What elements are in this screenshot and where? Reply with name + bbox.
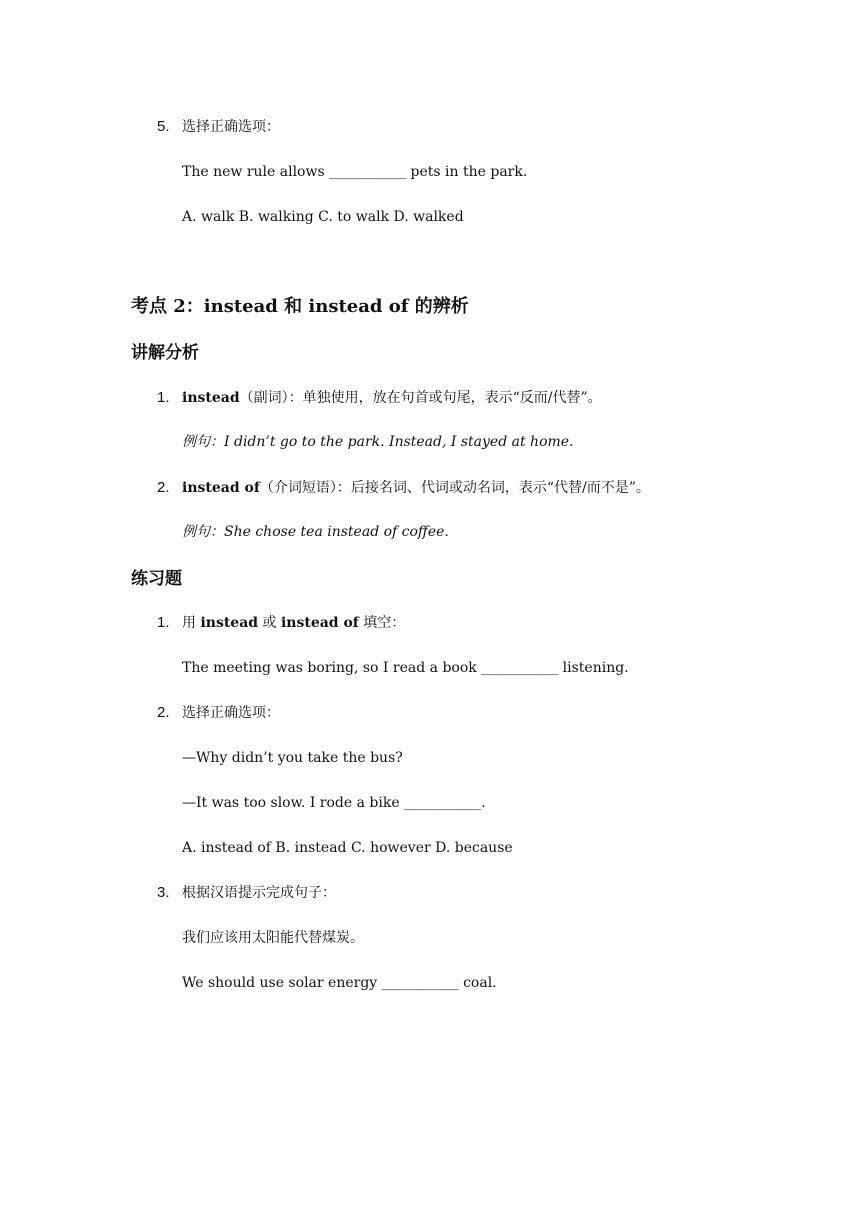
practice-q3-prompt: 根据汉语提示完成句子：	[182, 885, 336, 901]
analysis-item-2	[182, 478, 650, 498]
analysis-item-2-example: 例句：She chose tea instead of coffee.	[182, 524, 449, 540]
analysis-item-2-number: 2.	[157, 479, 170, 496]
practice-q2-number: 2.	[157, 704, 170, 721]
practice-q1-mid: 或	[258, 615, 281, 631]
practice-q3-number: 3.	[157, 884, 170, 901]
analysis-item-1-example: 例句：I didn’t go to the park. Instead, I stayed at home.	[182, 434, 574, 450]
analysis-item-1-number: 1.	[157, 389, 170, 406]
q5-prompt: 选择正确选项：	[182, 119, 280, 135]
practice-q2-line2: —It was too slow. I rode a bike ___________.	[182, 795, 486, 811]
q5-sentence: The new rule allows ___________ pets in the park.	[182, 164, 528, 180]
practice-q2-prompt: 选择正确选项：	[182, 705, 280, 721]
q5-options: A. walk B. walking C. to walk D. walked	[182, 209, 464, 225]
practice-q3-sentence: We should use solar energy ___________ coal.	[182, 975, 497, 991]
practice-q1-term1: instead	[200, 615, 259, 631]
q5-number: 5.	[157, 118, 170, 135]
practice-q1-number: 1.	[157, 614, 170, 631]
practice-q1-post: 填空：	[358, 615, 406, 631]
practice-q3-chinese: 我们应该用太阳能代替煤炭。	[182, 930, 364, 946]
analysis-heading: 讲解分析	[131, 343, 199, 363]
analysis-item-2-desc: （介词短语）：后接名词、代词或动名词，表示“代替/而不是”。	[259, 480, 650, 496]
practice-heading: 练习题	[131, 569, 182, 589]
analysis-item-1	[182, 388, 602, 408]
analysis-item-2-term: instead of	[182, 480, 260, 496]
practice-q2-line1: —Why didn’t you take the bus?	[182, 750, 403, 766]
analysis-item-1-desc: （副词）：单独使用，放在句首或句尾，表示“反而/代替”。	[239, 390, 602, 406]
practice-q1-term2: instead of	[280, 615, 359, 631]
practice-q2-options: A. instead of B. instead C. however D. because	[182, 840, 513, 856]
section-title: 考点 2：instead 和 instead of 的辨析	[131, 296, 469, 317]
practice-q1-sentence: The meeting was boring, so I read a book ___________ listening.	[182, 660, 629, 676]
analysis-item-1-term: instead	[182, 390, 240, 406]
practice-q1-pre: 用	[182, 615, 201, 631]
practice-q1-prompt	[182, 613, 405, 633]
